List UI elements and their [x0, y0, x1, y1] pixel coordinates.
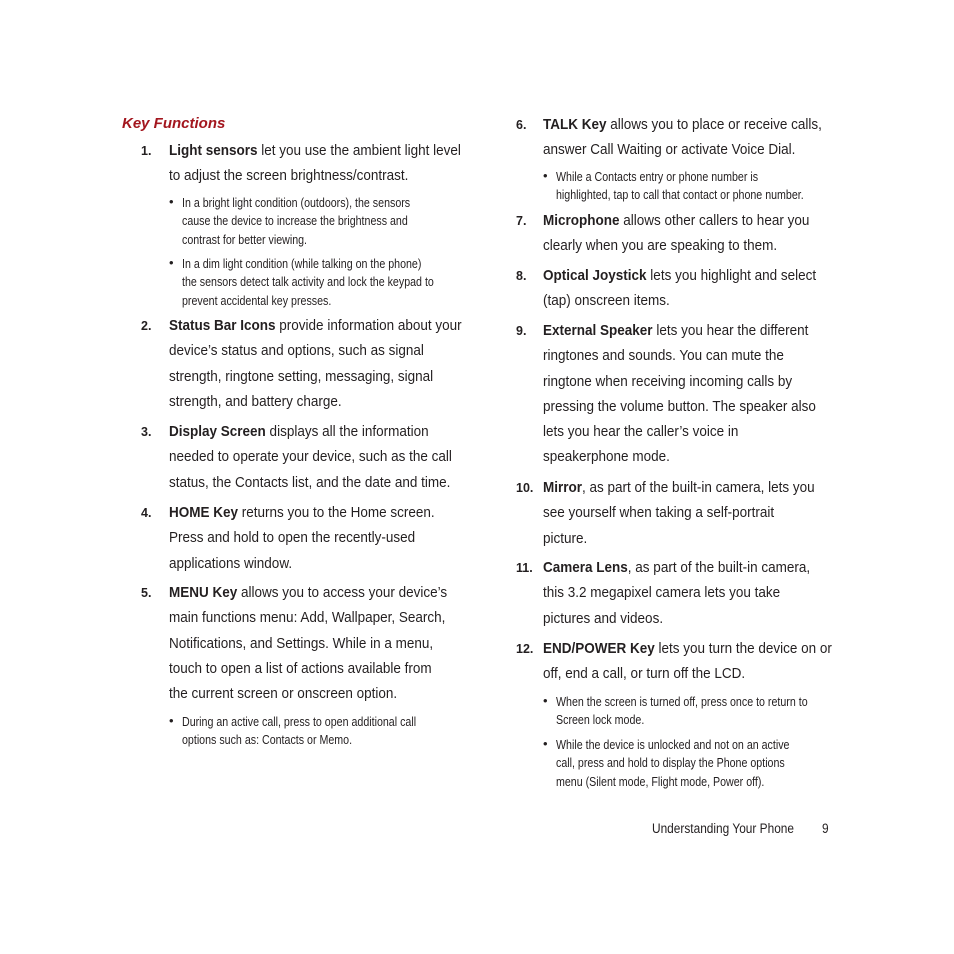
item-number: 5.: [141, 586, 152, 600]
bullet-dot: •: [543, 736, 548, 751]
list-item: Mirror, as part of the built-in camera, lets you see yourself when taking a self-portrait picture.: [543, 479, 815, 547]
item-label: END/POWER Key: [543, 640, 655, 657]
item-number: 12.: [516, 642, 534, 656]
list-item: Status Bar Icons provide information about your device’s status and options, such as signal strength, ringtone setting, messaging, signal strength, and battery charge.: [169, 317, 462, 410]
item-number: 1.: [141, 144, 152, 158]
item-number: 3.: [141, 425, 152, 439]
page-number: 9: [822, 821, 829, 836]
bullet-item: When the screen is turned off, press once to return to Screen lock mode.: [556, 694, 808, 728]
bullet-item: While the device is unlocked and not on an active call, press and hold to display the Phone options menu (Silent mode, Flight mode, Power off).: [556, 737, 790, 789]
item-label: Display Screen: [169, 423, 266, 440]
item-label: Status Bar Icons: [169, 317, 276, 334]
bullet-item: While a Contacts entry or phone number is highlighted, tap to call that contact or phone number.: [556, 169, 804, 203]
list-item: MENU Key allows you to access your device’s main functions menu: Add, Wallpaper, Search, Notifications, and Settings. While in a menu, touch to open a list of actions available from the current screen or onscreen option.: [169, 584, 448, 703]
list-item: Camera Lens, as part of the built-in camera, this 3.2 megapixel camera lets you take pictures and videos.: [543, 559, 811, 627]
item-label: HOME Key: [169, 504, 239, 521]
bullet-dot: •: [169, 255, 174, 270]
item-number: 8.: [516, 269, 527, 283]
item-number: 6.: [516, 118, 527, 132]
bullet-item: In a bright light condition (outdoors), the sensors cause the device to increase the brightness and contrast for better viewing.: [182, 195, 411, 247]
item-label: Camera Lens: [543, 559, 628, 576]
list-item: Optical Joystick lets you highlight and select (tap) onscreen items.: [543, 267, 817, 310]
item-number: 7.: [516, 214, 527, 228]
list-item: HOME Key returns you to the Home screen. Press and hold to open the recently-used applications window.: [169, 504, 435, 572]
list-item: Light sensors let you use the ambient light level to adjust the screen brightness/contrast.: [169, 142, 461, 185]
bullet-dot: •: [169, 194, 174, 209]
list-item: External Speaker lets you hear the different ringtones and sounds. You can mute the ringtone when receiving incoming calls by pressing the volume button. The speaker also lets you hear the caller’s voice in speakerphone mode.: [543, 322, 816, 466]
list-item: Display Screen displays all the information needed to operate your device, such as the call status, the Contacts list, and the date and time.: [169, 423, 452, 491]
item-number: 9.: [516, 324, 527, 338]
item-label: External Speaker: [543, 322, 653, 339]
item-label: Light sensors: [169, 142, 258, 159]
item-number: 11.: [516, 561, 533, 575]
item-number: 4.: [141, 506, 152, 520]
list-item: Microphone allows other callers to hear you clearly when you are speaking to them.: [543, 212, 810, 255]
list-item: TALK Key allows you to place or receive calls, answer Call Waiting or activate Voice Dial.: [543, 116, 822, 159]
bullet-item: In a dim light condition (while talking on the phone) the sensors detect talk activity and lock the keypad to prevent accidental key presses.: [182, 256, 434, 308]
section-heading: Key Functions: [122, 115, 226, 132]
item-label: Optical Joystick: [543, 267, 647, 284]
bullet-dot: •: [543, 168, 548, 183]
item-number: 2.: [141, 319, 152, 333]
list-item: END/POWER Key lets you turn the device on or off, end a call, or turn off the LCD.: [543, 640, 832, 683]
bullet-dot: •: [169, 713, 174, 728]
bullet-dot: •: [543, 693, 548, 708]
item-label: MENU Key: [169, 584, 238, 601]
item-number: 10.: [516, 481, 534, 495]
item-label: TALK Key: [543, 116, 607, 133]
bullet-item: During an active call, press to open additional call options such as: Contacts or Memo.: [182, 714, 417, 748]
item-label: Microphone: [543, 212, 620, 229]
footer-section-title: Understanding Your Phone: [652, 821, 795, 836]
item-label: Mirror: [543, 479, 583, 496]
